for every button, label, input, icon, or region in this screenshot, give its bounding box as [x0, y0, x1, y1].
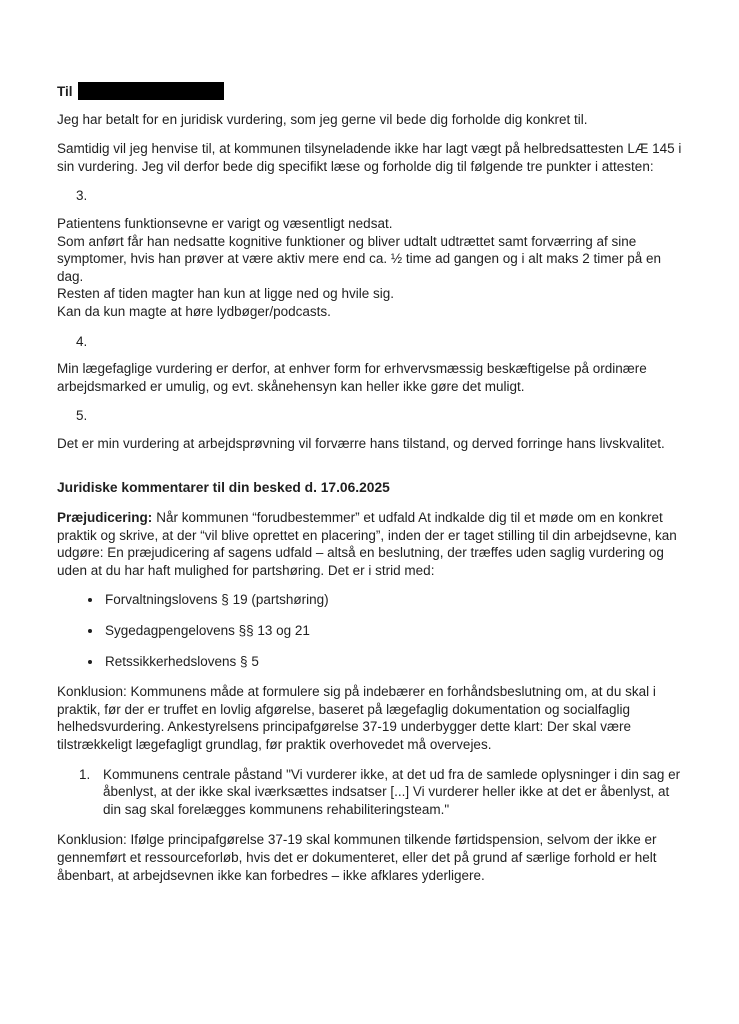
intro-paragraph: Jeg har betalt for en juridisk vurdering, som jeg gerne vil bede dig forholde dig konkret til. — [57, 111, 588, 127]
law-list-item-forvaltningsloven: • Forvaltningslovens § 19 (partshøring) — [103, 591, 685, 609]
attest-point-3-text — [57, 215, 685, 321]
municipality-claim-item — [57, 766, 685, 819]
attest-point-number-3: 3. — [76, 188, 88, 204]
attest-point-3-line-2: Som anført får han nedsatte kognitive funktioner og bliver udtalt udtrættet samt forværring af sine symptomer, hvis han prøver at være aktiv mere end ca. ½ time ad gangen og i alt maks 2 timer på en dag. — [57, 233, 662, 284]
prejudice-text: Når kommunen “forudbestemmer” et udfald At indkalde dig til et møde om en konkret praktik og skrive, at der “vil blive oprettet en placering”, inden der er taget stilling til din arbejdsevne, kan udgøre: En præjudicering af sagens udfald – altså en beslutning, der træffes uden saglig vurdering og uden at du har haft mulighed for partshøring. Det er i strid med: — [57, 510, 677, 578]
conclusion-2-paragraph: Konklusion: Ifølge principafgørelse 37-19 skal kommunen tilkende førtidspension, selvom der ikke er gennemført et ressourceforløb, hvis det er dokumenteret, eller det på grund af særlige forhold er helt åbenbart, at arbejdsevnen ikke kan forbedres – ikke afklares yderligere. — [57, 832, 657, 883]
conclusion-1-paragraph: Konklusion: Kommunens måde at formulere sig på indebærer en forhåndsbeslutning om, at du skal i praktik, før der er truffet en lovlig afgørelse, baseret på lægefaglig dokumentation og socialfaglig helhedsvurdering. Ankestyrelsens principafgørelse 37-19 underbygger dette klart: Der skal være tilstrækkeligt lægefagligt grundlag, før praktik overhovedet må overvejes. — [57, 684, 656, 753]
claim-number: 1. — [79, 766, 91, 782]
attest-point-number-4: 4. — [76, 333, 88, 349]
recipient-label: Til — [57, 84, 73, 99]
attest-point-4-line-1: Min lægefaglige vurdering er derfor, at enhver form for erhvervsmæssig beskæftigelse på ordinære arbejdsmarked er umulig, og evt. skånehensyn kan heller ikke gøre det muligt. — [57, 361, 647, 394]
document-content — [57, 82, 685, 884]
law-list-item-retssikkerhedsloven: • Retssikkerhedslovens § 5 — [103, 653, 685, 671]
attest-point-3-line-3: Resten af tiden magter han kun at ligge ned og hvile sig. — [57, 286, 394, 302]
attest-point-3-line-4: Kan da kun magte at høre lydbøger/podcasts. — [57, 303, 331, 319]
attest-point-number-5: 5. — [76, 408, 88, 424]
attest-point-5-line-1: Det er min vurdering at arbejdsprøvning vil forværre hans tilstand, og derved forringe hans livskvalitet. — [57, 435, 665, 451]
attest-point-3-line-1: Patientens funktionsevne er varigt og væsentligt nedsat. — [57, 215, 393, 231]
attest-reference-paragraph: Samtidig vil jeg henvise til, at kommunen tilsyneladende ikke har lagt vægt på helbredsattesten LÆ 145 i sin vurdering. Jeg vil derfor bede dig specifikt læse og forholde dig til følgende tre punkter i attesten: — [57, 141, 682, 174]
claim-text: Kommunens centrale påstand "Vi vurderer ikke, at det ud fra de samlede oplysninger i din sag er åbenlyst, at der ikke skal iværksættes indsatser [...] Vi vurderer heller ikke at det er åbenlyst, at din sag skal forelægges kommunens rehabiliteringsteam." — [103, 766, 681, 817]
prejudice-paragraph — [57, 509, 685, 579]
attest-point-5-text — [57, 435, 685, 453]
attest-point-4-text — [57, 360, 685, 395]
recipient-line — [57, 82, 685, 101]
legal-comments-heading: Juridiske kommentarer til din besked d. 17.06.2025 — [57, 479, 390, 495]
law-list — [57, 591, 685, 670]
prejudice-label: Præjudicering: — [57, 510, 153, 526]
redaction-bar — [78, 82, 224, 100]
law-list-item-sygedagpengeloven: • Sygedagpengelovens §§ 13 og 21 — [103, 622, 685, 640]
